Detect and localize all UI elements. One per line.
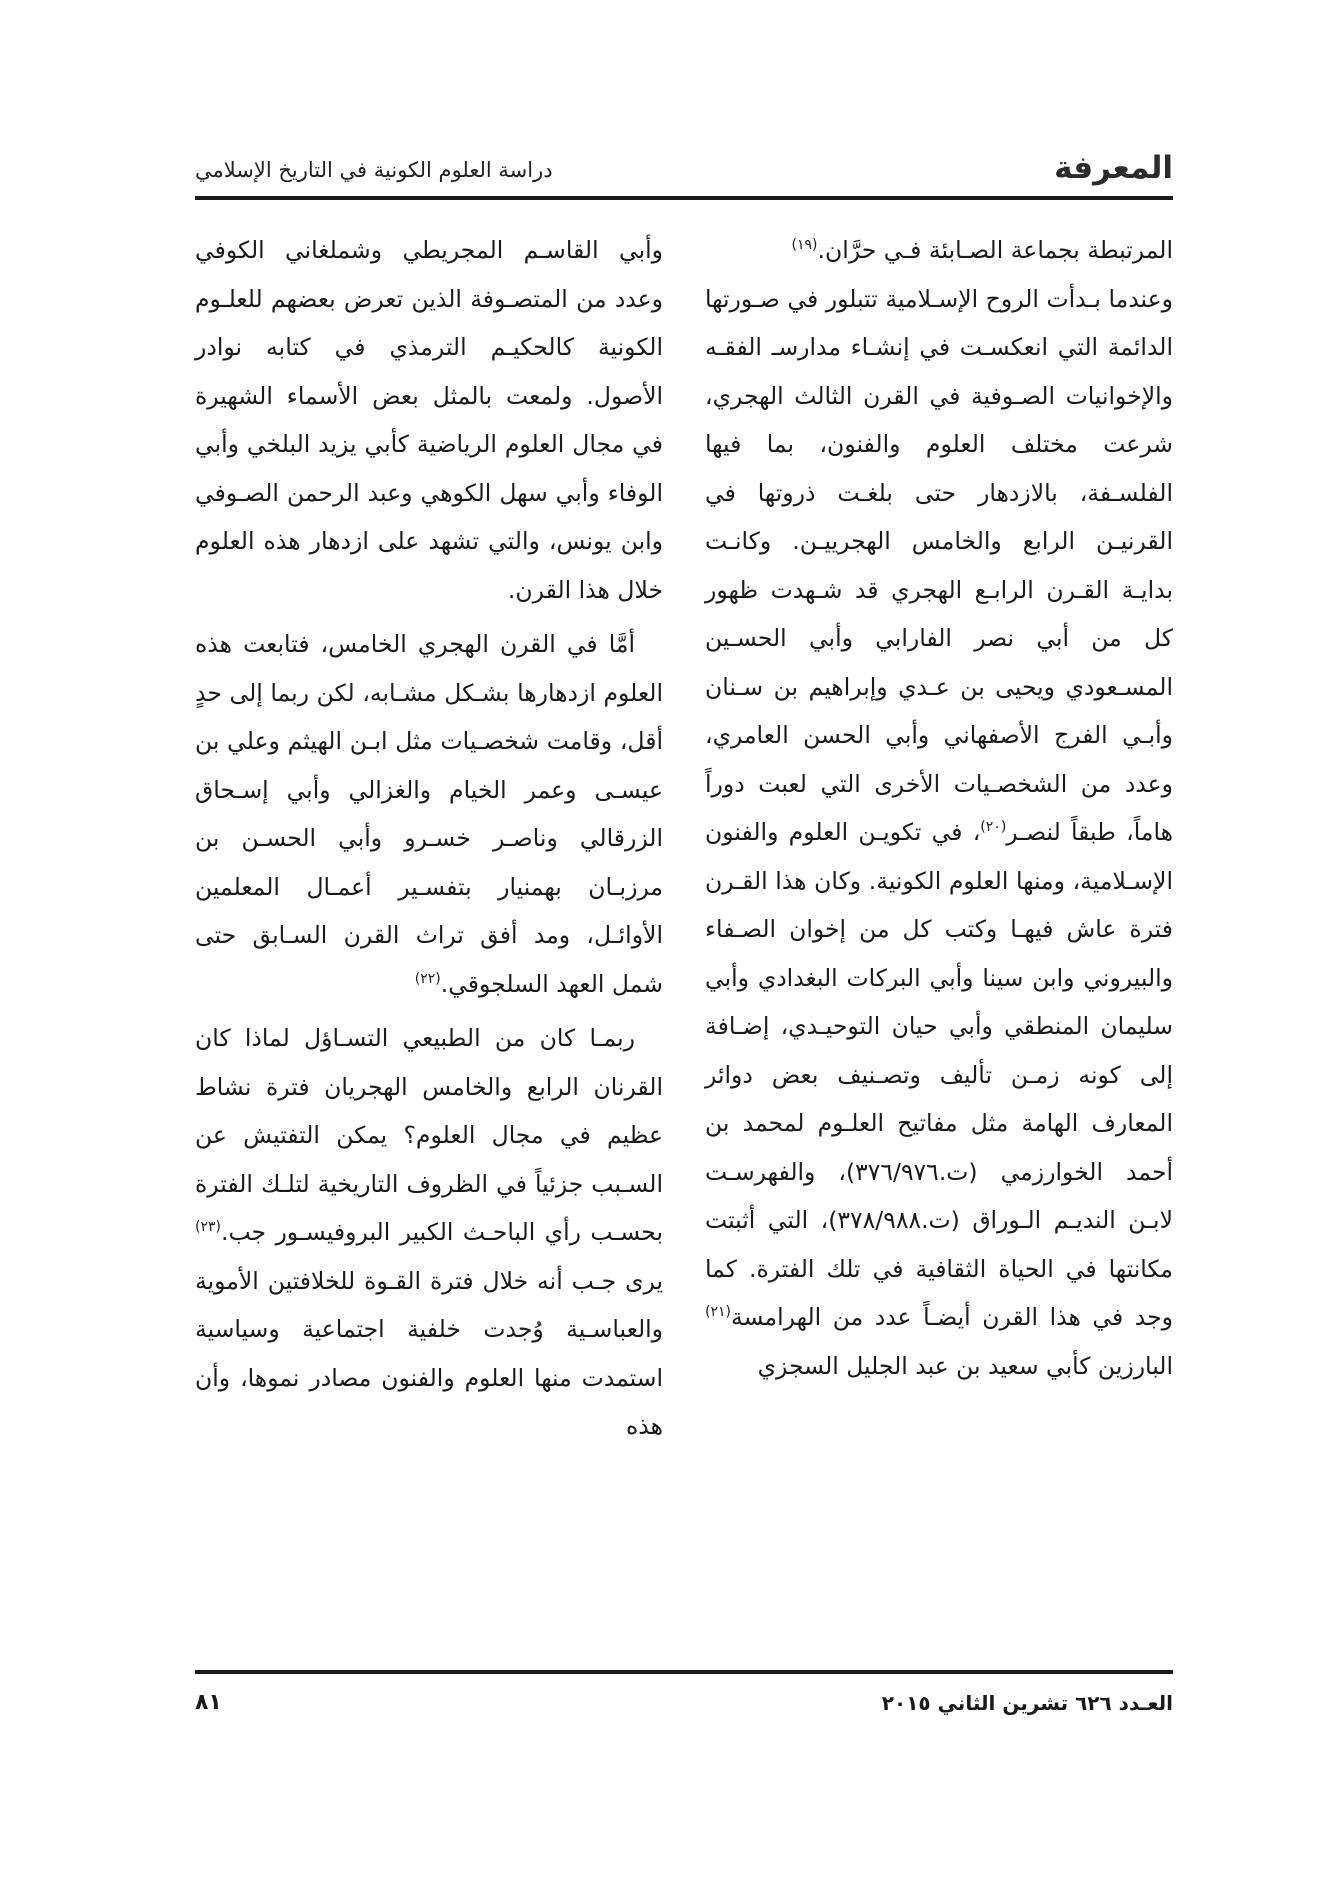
issue-info: العـدد ٦٢٦ تشرين الثاني ٢٠١٥ xyxy=(881,1691,1173,1715)
paragraph-text: ، في تكويـن العلوم والفنون الإسـلامية، ومنها العلوم الكونية. وكان هذا القـرن فترة عاش فيهـا وكتب كل من إخوان الصـفاء والبيروني وابن سينا وأبي البركات البغدادي وأبي سليمان المنطقي وأبي حيان التوحيـدي، إضـافة إلى كونه زمـن تأليف وتصـنيف بعض دوائر المعارف الهامة مثل مفاتيح العلـوم لمحمد بن أحمد الخوارزمي (ت.٣٧٦/٩٧٦)، والفهرسـت لابـن النديـم الـوراق (ت.٣٧٨/٩٨٨)، التي أثبتت مكانتها في الحياة الثقافية في تلك الفترة. كما وجد في هذا القرن أيضـاً عدد من الهرامسة xyxy=(705,818,1173,1331)
footnote-ref: (٢١) xyxy=(705,1304,731,1321)
page-footer xyxy=(195,1686,1173,1726)
paragraph-text: البارزين كأبي سعيد بن عبد الجليل السجزي xyxy=(757,1351,1173,1380)
page-header xyxy=(195,148,1173,194)
paragraph-text: المرتبطة بجماعة الصـابئة فـي حرَّان. xyxy=(817,236,1173,264)
footnote-ref: (٢٠) xyxy=(980,819,1007,836)
paragraph xyxy=(195,1014,663,1451)
paragraph-text: أمَّا في القرن الهجري الخامس، فتابعت هذه العلوم ازدهارها بشـكل مشـابه، لكن ربما إلى حدٍ أقل، وقامت شخصـيات مثل ابـن الهيثم وعلي بن عيسـى وعمر الخيام والغزالي وأبي إسـحاق الزرقالي وناصـر خسـرو وأبي الحسـن بن مرزبـان بهمنيار بتفسـير أعمـال المعلمين الأوائـل، ومد أفق تراث القرن السـابق حتى شمل العهد السلجوقي. xyxy=(195,630,663,998)
footer-rule xyxy=(195,1670,1173,1674)
footnote-ref: (١٩) xyxy=(791,237,818,254)
paragraph xyxy=(195,620,663,1008)
paragraph xyxy=(705,226,1173,275)
page-number: ٨١ xyxy=(195,1690,222,1715)
paragraph-text: ربمـا كان من الطبيعي التسـاؤل لماذا كان القرنان الرابع والخامس الهجريان فترة نشاط عظيم في مجال العلوم؟ يمكن التفتيش عن السـبب جزئياً في الظروف التاريخية لتلـك الفترة بحسـب رأي الباحـث الكبير البروفيسـور جب. xyxy=(195,1024,663,1246)
footnote-ref: (٢٣) xyxy=(195,1219,221,1236)
right-column xyxy=(705,226,1173,1390)
paragraph-text: وعندما بـدأت الروح الإسـلامية تتبلور في صـورتها الدائمة التي انعكسـت في إنشـاء مدارسـ الفقـه والإخوانيات الصـوفية في القرن الثالث الهجري، شرعت مختلف العلوم والفنون، بما فيها الفلسـفة، بالازدهار حتى بلغـت ذروتها في القرنيـن الرابع والخامس الهجرييـن. وكانـت بدايـة القـرن الرابـع الهجري قد شـهدت ظهور كل من أبي نصر الفارابي وأبي الحسـين المسـعودي ويحيى بن عـدي وإبراهيم بن سـنان وأبـي الفرج الأصفهاني وأبي الحسن العامري، وعدد من الشخصـيات الأخرى التي لعبت دوراً هاماً، طبقاً لنصـر xyxy=(705,284,1173,846)
magazine-logo: المعرفة xyxy=(1054,150,1173,186)
footnote-ref: (٢٢) xyxy=(414,970,441,987)
left-column xyxy=(195,226,663,1451)
running-title: دراسة العلوم الكونية في التاريخ الإسلامي xyxy=(195,158,553,182)
paragraph xyxy=(705,275,1173,1391)
paragraph: وأبي القاسـم المجريطي وشملغاني الكوفي وعدد من المتصـوفة الذين تعرض بعضهم للعلـوم الكونية كالحكيـم الترمذي في كتابه نوادر الأصول. ولمعت بالمثل بعض الأسماء الشهيرة في مجال العلوم الرياضية كأبي يزيد البلخي وأبي الوفاء وأبي سهل الكوهي وعبد الرحمن الصـوفي وابن يونس، والتي تشهد على ازدهار هذه العلوم خلال هذا القرن. xyxy=(195,236,663,604)
paragraph-text: يرى جـب أنه خلال فترة القـوة للخلافتين الأموية والعباسـية وُجدت خلفية اجتماعية وسياسية استمدت منها العلوم والفنون مصادر نموها، وأن هذه xyxy=(195,1266,663,1440)
header-rule xyxy=(195,196,1173,200)
